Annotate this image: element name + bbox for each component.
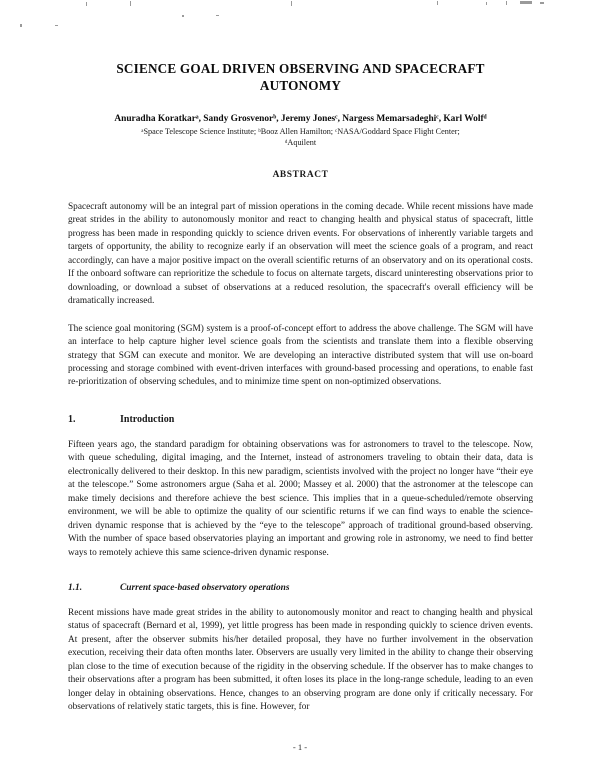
subsection-title: Current space-based observatory operations — [120, 582, 290, 593]
subsection-number: 1.1. — [68, 582, 83, 593]
affiliation-block — [68, 126, 533, 148]
section-paragraph-introduction: Fifteen years ago, the standard paradigm for obtaining observations was for astronomers to travel to the telescope. Now, with queue scheduling, digital imaging, and the Internet, instead of astronomers traveling to obtain their data, data is electronically delivered to their desktop. In this new paradigm, scientists involved with the project no longer have “their eye at the telescope.” Some astronomers argue (Saha et al. 2000; Massey et al. 2000) that the astronomer at the telescope can make timely decisions and therefore achieve the best science. This implies that in a queue-scheduled/remote observing environment, we will be able to optimize the quality of our scientific returns if we can find ways to enable the science-driven dynamic response that is achieved by the “eye to the telescope” approach of traditional ground-based observing. With the number of space based observatories playing an important and growing role in astronomy, we need to find better ways to remotely achieve this same science-driven dynamic response. — [68, 439, 533, 558]
section-heading-introduction — [68, 414, 533, 425]
abstract-heading: ABSTRACT — [272, 170, 329, 180]
author-list: Anuradha Koratkarᵃ, Sandy Grosvenorᵇ, Jeremy Jonesᶜ, Nargess Memarsadeghiᶜ, Karl Wolfᵈ — [114, 114, 487, 124]
abstract-paragraph-2: The science goal monitoring (SGM) system is a proof-of-concept effort to address the above challenge. The SGM will have an interface to help capture higher level science goals from the scientists and translate them into a flexible observing strategy that SGM can execute and monitor. We are developing an interactive distributed system that will use on-board processing and storage combined with event-driven interfaces with ground-based processing and operations, to enable fast re-prioritization of observing schedules, and to minimize time spent on non-optimized observations. — [68, 323, 533, 388]
section-number: 1. — [68, 413, 76, 425]
page-footer: - 1 - — [292, 742, 308, 752]
subsection-heading-current-operations — [68, 583, 533, 593]
affiliation-line-2: ᵈAquilent — [284, 138, 317, 147]
page-title: SCIENCE GOAL DRIVEN OBSERVING AND SPACECRAFT AUTONOMY — [116, 61, 485, 93]
scan-artifact-speckles — [0, 0, 600, 34]
page-content — [68, 60, 533, 724]
section-title: Introduction — [120, 413, 175, 425]
subsection-paragraph-current-operations: Recent missions have made great strides in the ability to autonomously monitor and react to changing health and physical status of spacecraft (Bernard et al, 1999), yet little progress has been made in responding quickly to science driven events. At present, after the observer submits his/her detailed proposal, they have no further involvement in the observation execution, receiving their data often months later. Observers are usually very limited in the ability to change their observing plan close to the time of execution because of the rigidity in the observing schedule. If the observer has to make changes to their observations after a program has been submitted, it often loses its place in the long-range schedule, leading to an even longer delay in obtaining observations. Hence, changes to an observing program are done only if critically necessary. For observations of relatively static targets, this is fine. However, for — [68, 607, 533, 713]
abstract-paragraph-1: Spacecraft autonomy will be an integral part of mission operations in the coming decade. While recent missions have made great strides in the ability to autonomously monitor and react to changing health and physical status of spacecraft, little progress has been made in responding quickly to science driven events. For observations of inherently variable targets and targets of opportunity, the ability to recognize early if an observation will meet the science goals of a program, and react accordingly, can have a major positive impact on the overall scientific returns of an observatory and on its operational costs. If the onboard software can reprioritize the schedule to focus on alternate targets, discard uninteresting observations prior to downloading, or download a subset of observations at a reduced resolution, the spacecraft's overall efficiency will be dramatically increased. — [68, 202, 533, 307]
affiliation-line-1: ᵃSpace Telescope Science Institute; ᵇBooz Allen Hamilton; ᶜNASA/Goddard Space Flight Center; — [141, 127, 460, 136]
